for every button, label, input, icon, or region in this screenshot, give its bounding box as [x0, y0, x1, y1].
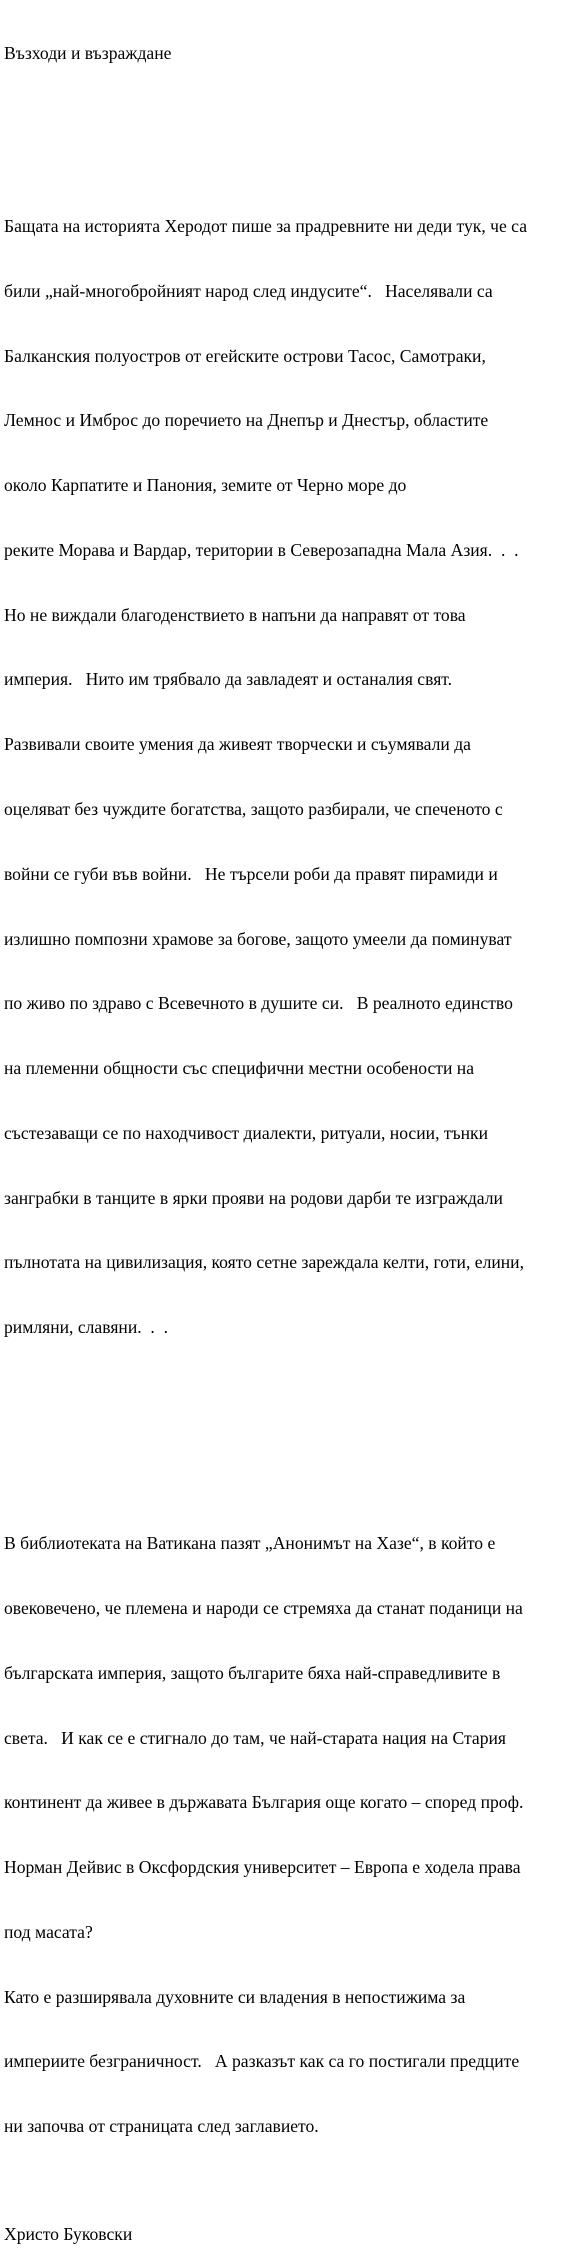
text-line: под масата? [4, 1921, 93, 1942]
text-line: Балканския полуостров от егейските острови Тасос, Самотраки, [4, 345, 486, 366]
text-line: около Карпатите и Панония, земите от Черно море до [4, 475, 407, 496]
text-line: пълнотата на цивилизация, която сетне зареждала келти, готи, елини, [4, 1252, 524, 1273]
text-line: континент да живее в държавата България още когато – според проф. [4, 1792, 524, 1813]
text-line: ни започва от страницата след заглавието. [4, 2116, 319, 2137]
text-line: били „най-многобройният народ след индусите“. Населявали са [4, 280, 493, 301]
text-line: овековечено, че племена и народи се стремяха да станат поданици на [4, 1597, 523, 1618]
text-line: империя. Нито им трябвало да завладеят и останалия свят. [4, 669, 453, 690]
paragraph-2 [4, 1490, 578, 2181]
text-line: по живо по здраво с Всевечното в душите си. В реалното единство [4, 993, 513, 1014]
text-line: войни се губи във войни. Не търсели роби да правят пирамиди и [4, 863, 498, 884]
text-line: света. И как се е стигнало до там, че най-старата нация на Стария [4, 1727, 507, 1748]
document-title: Възходи и възраждане [4, 43, 172, 64]
text-line: състезаващи се по находчивост диалекти, ритуали, носии, тънки [4, 1122, 489, 1143]
text-line: Като е разширявала духовните си владения в непостижима за [4, 1986, 466, 2007]
text-line: на племенни общности със специфични местни особености на [4, 1058, 475, 1079]
text-line: Бащата на историята Херодот пише за прадревните ни деди тук, че са [4, 215, 528, 236]
text-line: занграбки в танците в ярки прояви на родови дарби те изграждали [4, 1187, 503, 1208]
text-line: оцеляват без чуждите богатства, защото разбирали, че спеченото с [4, 798, 503, 819]
text-line: Развивали своите умения да живеят творчески и съумявали да [4, 734, 471, 755]
paragraph-1 [4, 173, 578, 1382]
text-line: Норман Дейвис в Оксфордския университет – Европа е ходела права [4, 1857, 521, 1878]
text-line: римляни, славяни. . . [4, 1317, 169, 1338]
blank-line [4, 108, 578, 130]
text-line: реките Морава и Вардар, територии в Северозападна Мала Азия. . . [4, 539, 519, 560]
text-line: империите безграничност. А разказът как са го постигали предците [4, 2051, 520, 2072]
text-line: излишно помпозни храмове за богове, защото умеели да поминуват [4, 928, 512, 949]
author-signature: Христо Буковски [4, 2224, 133, 2245]
text-line: българската империя, защото българите бяха най-справедливите в [4, 1662, 501, 1683]
text-line: Но не виждали благоденствието в напъни да направят от това [4, 604, 466, 625]
blank-line [4, 1425, 578, 1447]
document-body [4, 0, 578, 2267]
text-line: В библиотеката на Ватикана пазят „Анонимът на Хазе“, в който е [4, 1533, 496, 1554]
text-line: Лемнос и Имброс до поречието на Днепър и Днестър, областите [4, 410, 489, 431]
